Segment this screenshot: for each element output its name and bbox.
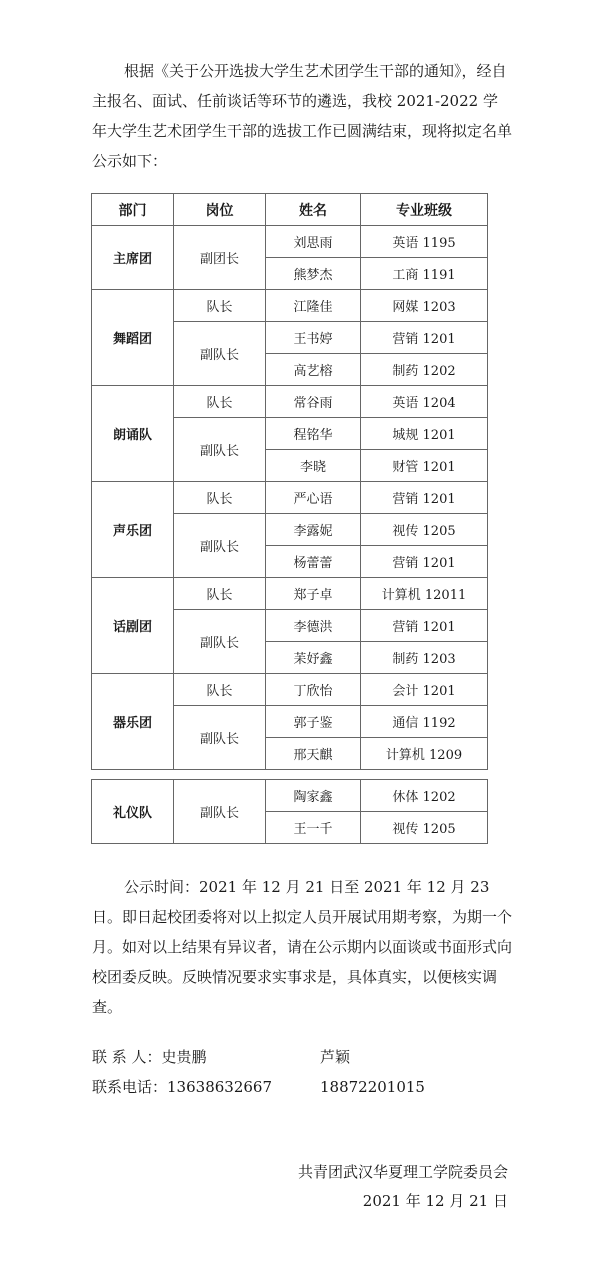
contact-phone-line: [92, 1072, 425, 1102]
role-cell: 副队长: [174, 514, 266, 578]
intro-paragraph: [92, 56, 512, 176]
class-cell: 通信 1192: [361, 706, 488, 738]
role-cell: 队长: [174, 482, 266, 514]
class-cell: 工商 1191: [361, 258, 488, 290]
contact-person-1: 史贵鹏: [161, 1048, 207, 1066]
roster-table-extra: [91, 779, 488, 844]
name-cell: 邢天麒: [266, 738, 361, 770]
name-cell: 陶家鑫: [266, 780, 361, 812]
class-cell: 制药 1202: [361, 354, 488, 386]
table-row: [92, 674, 488, 706]
role-cell: 副队长: [174, 418, 266, 482]
dept-cell: 礼仪队: [92, 780, 174, 844]
notice-text: 公示时间：2021 年 12 月 21 日至 2021 年 12 月 23 日。即日起校团委将对以上拟定人员开展试用期考察，为期一个月。如对以上结果有异议者，请在公示期内以面谈或书面形式向校团委反映。反映情况要求实事求是，具体真实，以便核实调查。: [92, 878, 513, 1016]
table-row: [92, 482, 488, 514]
name-cell: 熊梦杰: [266, 258, 361, 290]
name-cell: 李晓: [266, 450, 361, 482]
dept-cell: 话剧团: [92, 578, 174, 674]
name-cell: 丁欣怡: [266, 674, 361, 706]
header-role: 岗位: [174, 194, 266, 226]
contact-phone-1: 13638632667: [167, 1078, 272, 1096]
class-cell: 休体 1202: [361, 780, 488, 812]
name-cell: 高艺榕: [266, 354, 361, 386]
roster-table-extra-body: [92, 780, 488, 844]
dept-cell: 舞蹈团: [92, 290, 174, 386]
name-cell: 王一千: [266, 812, 361, 844]
role-cell: 队长: [174, 290, 266, 322]
contact-person-line: [92, 1042, 351, 1072]
name-cell: 严心语: [266, 482, 361, 514]
signature-org: 共青团武汉华夏理工学院委员会: [297, 1163, 508, 1181]
class-cell: 英语 1195: [361, 226, 488, 258]
dept-cell: 主席团: [92, 226, 174, 290]
name-cell: 苿妤鑫: [266, 642, 361, 674]
name-cell: 杨蕾蕾: [266, 546, 361, 578]
name-cell: 江隆佳: [266, 290, 361, 322]
contact-phone-label: 联系电话：: [92, 1078, 168, 1096]
name-cell: 程铭华: [266, 418, 361, 450]
name-cell: 王书婷: [266, 322, 361, 354]
class-cell: 计算机 1209: [361, 738, 488, 770]
role-cell: 副队长: [174, 780, 266, 844]
dept-cell: 器乐团: [92, 674, 174, 770]
role-cell: 副队长: [174, 610, 266, 674]
role-cell: 队长: [174, 386, 266, 418]
header-name: 姓名: [266, 194, 361, 226]
name-cell: 李露妮: [266, 514, 361, 546]
table-header-row: [92, 194, 488, 226]
roster-table: [91, 193, 488, 770]
class-cell: 制药 1203: [361, 642, 488, 674]
role-cell: 副队长: [174, 322, 266, 386]
role-cell: 副队长: [174, 706, 266, 770]
signature-date: 2021 年 12 月 21 日: [362, 1192, 508, 1210]
contact-person-label: 联 系 人：: [92, 1048, 162, 1066]
notice-paragraph: [92, 872, 512, 1022]
class-cell: 财管 1201: [361, 450, 488, 482]
class-cell: 会计 1201: [361, 674, 488, 706]
name-cell: 刘思雨: [266, 226, 361, 258]
table-row: [92, 578, 488, 610]
table-row: [92, 780, 488, 812]
role-cell: 队长: [174, 674, 266, 706]
dept-cell: 朗诵队: [92, 386, 174, 482]
role-cell: 副团长: [174, 226, 266, 290]
table-row: [92, 226, 488, 258]
contact-person-2: 芦颖: [320, 1048, 351, 1066]
header-class: 专业班级: [361, 194, 488, 226]
class-cell: 营销 1201: [361, 610, 488, 642]
roster-table-body: [92, 226, 488, 770]
intro-text: 根据《关于公开选拔大学生艺术团学生干部的通知》，经自主报名、面试、任前谈话等环节的遴选，我校 2021-2022 学年大学生艺术团学生干部的选拔工作已圆满结束，现将拟定名单公示如下：: [92, 62, 513, 170]
class-cell: 英语 1204: [361, 386, 488, 418]
class-cell: 计算机 12011: [361, 578, 488, 610]
class-cell: 视传 1205: [361, 812, 488, 844]
table-row: [92, 386, 488, 418]
class-cell: 网媒 1203: [361, 290, 488, 322]
header-dept: 部门: [92, 194, 174, 226]
class-cell: 营销 1201: [361, 546, 488, 578]
class-cell: 营销 1201: [361, 322, 488, 354]
contact-phone-2: 18872201015: [320, 1078, 425, 1096]
class-cell: 城规 1201: [361, 418, 488, 450]
name-cell: 郑子卓: [266, 578, 361, 610]
class-cell: 营销 1201: [361, 482, 488, 514]
class-cell: 视传 1205: [361, 514, 488, 546]
table-row: [92, 290, 488, 322]
name-cell: 李德洪: [266, 610, 361, 642]
dept-cell: 声乐团: [92, 482, 174, 578]
name-cell: 郭子鉴: [266, 706, 361, 738]
name-cell: 常谷雨: [266, 386, 361, 418]
role-cell: 队长: [174, 578, 266, 610]
